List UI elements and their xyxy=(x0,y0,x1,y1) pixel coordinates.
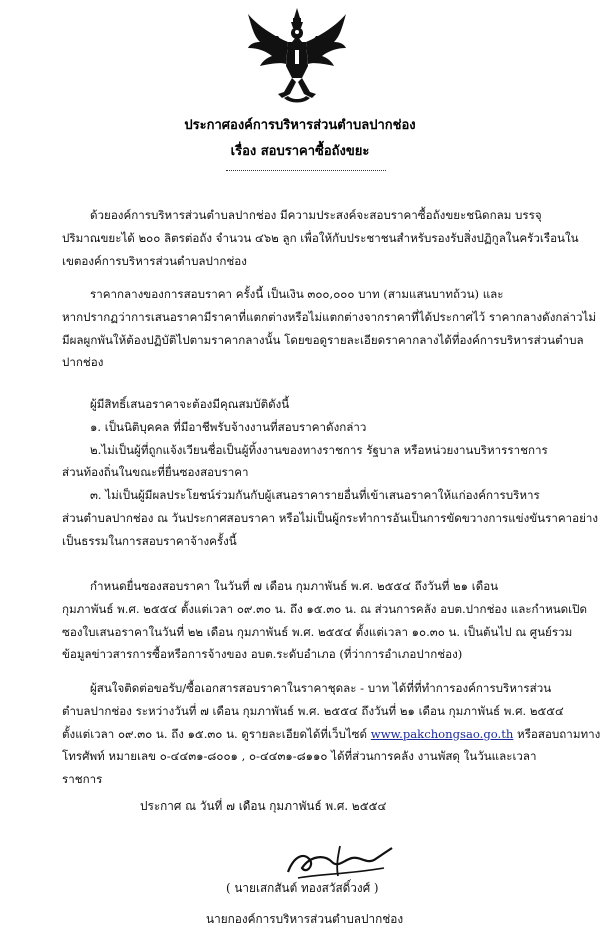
text-line: ราชการ xyxy=(62,772,103,787)
paragraph-contact xyxy=(62,677,600,791)
text-line: ตำบลปากช่อง ระหว่างวันที่ ๗ เดือน กุมภาพันธ์ พ.ศ. ๒๕๕๔ ถึงวันที่ ๒๑ เดือน กุมภาพันธ์ พ.ศ. ๒๕๕๔ xyxy=(62,703,564,718)
signatory-position: นายกองค์การบริหารส่วนตำบลปากช่อง xyxy=(206,912,404,926)
text-line: หากปรากฏว่าการเสนอราคามีราคาที่แตกต่างหรือไม่แตกต่างจากราคาที่ได้ประกาศไว้ ราคากลางดังกล่าวไม่ xyxy=(62,309,596,324)
text-line: ส่วนท้องถิ่นในขณะที่ยื่นซองสอบราคา xyxy=(62,465,249,480)
text-line: เป็นธรรมในการสอบราคาจ้างครั้งนี้ xyxy=(62,533,237,548)
qualification-item: ๒.ไม่เป็นผู้ที่ถูกแจ้งเวียนชื่อเป็นผู้ทิ้งงานของทางราชการ รัฐบาล หรือหน่วยงานบริหารราชการ xyxy=(90,442,548,457)
qualification-item: ๑. เป็นนิติบุคคล ที่มีอาชีพรับจ้างงานที่สอบราคาดังกล่าว xyxy=(90,419,367,434)
website-link[interactable]: www.pakchongsao.go.th xyxy=(370,726,514,741)
text-line: ส่วนตำบลปากช่อง ณ วันประกาศสอบราคา หรือไม่เป็นผู้กระทำการอันเป็นการขัดขวางการแข่งขันราคาอย่าง xyxy=(62,510,599,525)
text-line: โทรศัพท์ หมายเลข ๐-๔๔๓๑-๘๐๐๑ , ๐-๔๔๓๑-๘๑๑๐ ได้ที่ส่วนการคลัง งานพัสดุ ในวันและเวลา xyxy=(62,749,537,764)
text-fragment: หรือสอบถามทาง xyxy=(513,726,600,741)
text-line: ข้อมูลข่าวสารการซื้อหรือการจ้างของ อบต.ระดับอำเภอ (ที่ว่าการอำเภอปากช่อง) xyxy=(62,647,463,662)
announcement-title: ประกาศองค์การบริหารส่วนตำบลปากช่อง xyxy=(184,118,416,133)
signatory-name: ( นายเสกสันต์ ทองสวัสดิ์วงศ์ ) xyxy=(226,881,379,895)
text-line: กำหนดยื่นซองสอบราคา ในวันที่ ๗ เดือน กุมภาพันธ์ พ.ศ. ๒๕๕๔ ถึงวันที่ ๒๑ เดือน xyxy=(90,579,499,593)
text-line: กุมภาพันธ์ พ.ศ. ๒๕๕๔ ตั้งแต่เวลา ๐๙.๓๐ น. ถึง ๑๕.๓๐ น. ณ ส่วนการคลัง อบต.ปากช่อง และกำหนดเปิด xyxy=(62,601,588,616)
text-fragment: ตั้งแต่เวลา ๐๙.๓๐ น. ถึง ๑๕.๓๐ น. ดูรายละเอียดได้ที่เว็บไซด์ xyxy=(62,726,371,741)
paragraph-qualifications xyxy=(62,393,599,553)
paragraph-purpose xyxy=(62,204,592,272)
text-line: ปริมาณขยะได้ ๒๐๐ ลิตรต่อถัง จำนวน ๔๖๒ ลูก เพื่อให้กับประชาชนสำหรับรองรับสิ่งปฏิกูลในครัวเรือนใน xyxy=(62,230,579,245)
text-line: เขตองค์การบริหารส่วนตำบลปากช่อง xyxy=(62,253,247,268)
qualification-item: ๓. ไม่เป็นผู้มีผลประโยชน์ร่วมกันกับผู้เสนอราคารายอื่นที่เข้าเสนอราคาให้แก่องค์การบริหาร xyxy=(90,488,540,503)
announcement-subject: เรื่อง สอบราคาซื้อถังขยะ xyxy=(230,144,370,159)
text-line: ซองใบเสนอราคาในวันที่ ๒๒ เดือน กุมภาพันธ์ พ.ศ. ๒๕๕๔ ตั้งแต่เวลา ๑๐.๓๐ น. เป็นต้นไป ณ ศูนย์รวม xyxy=(62,624,573,639)
text-line: ด้วยองค์การบริหารส่วนตำบลปากช่อง มีความประสงค์จะสอบราคาซื้อถังขยะชนิดกลม บรรจุ xyxy=(90,208,542,222)
garuda-emblem-icon xyxy=(244,6,350,106)
title-divider xyxy=(226,170,386,171)
paragraph-submission-dates xyxy=(62,575,592,666)
announcement-date: ประกาศ ณ วันที่ ๗ เดือน กุมภาพันธ์ พ.ศ. ๒๕๕๔ xyxy=(140,799,387,813)
text-line: มีผลผูกพันให้ต้องปฏิบัติไปตามราคากลางนั้น โดยขอดูรายละเอียดราคากลางได้ที่องค์การบริหารส่วนตำบล xyxy=(62,332,584,347)
text-line: ปากช่อง xyxy=(62,355,104,370)
text-line xyxy=(62,723,600,746)
text-line: ราคากลางของการสอบราคา ครั้งนี้ เป็นเงิน ๓๐๐,๐๐๐ บาท (สามแสนบาทถ้วน) และ xyxy=(90,287,504,301)
text-line: ผู้สนใจติดต่อขอรับ/ซื้อเอกสารสอบราคาในราคาชุดละ - บาท ได้ที่ที่ทำการองค์การบริหารส่วน xyxy=(90,681,552,695)
paragraph-median-price xyxy=(62,283,596,374)
qualifications-heading: ผู้มีสิทธิ์เสนอราคาจะต้องมีคุณสมบัติดังนี้ xyxy=(90,397,290,411)
